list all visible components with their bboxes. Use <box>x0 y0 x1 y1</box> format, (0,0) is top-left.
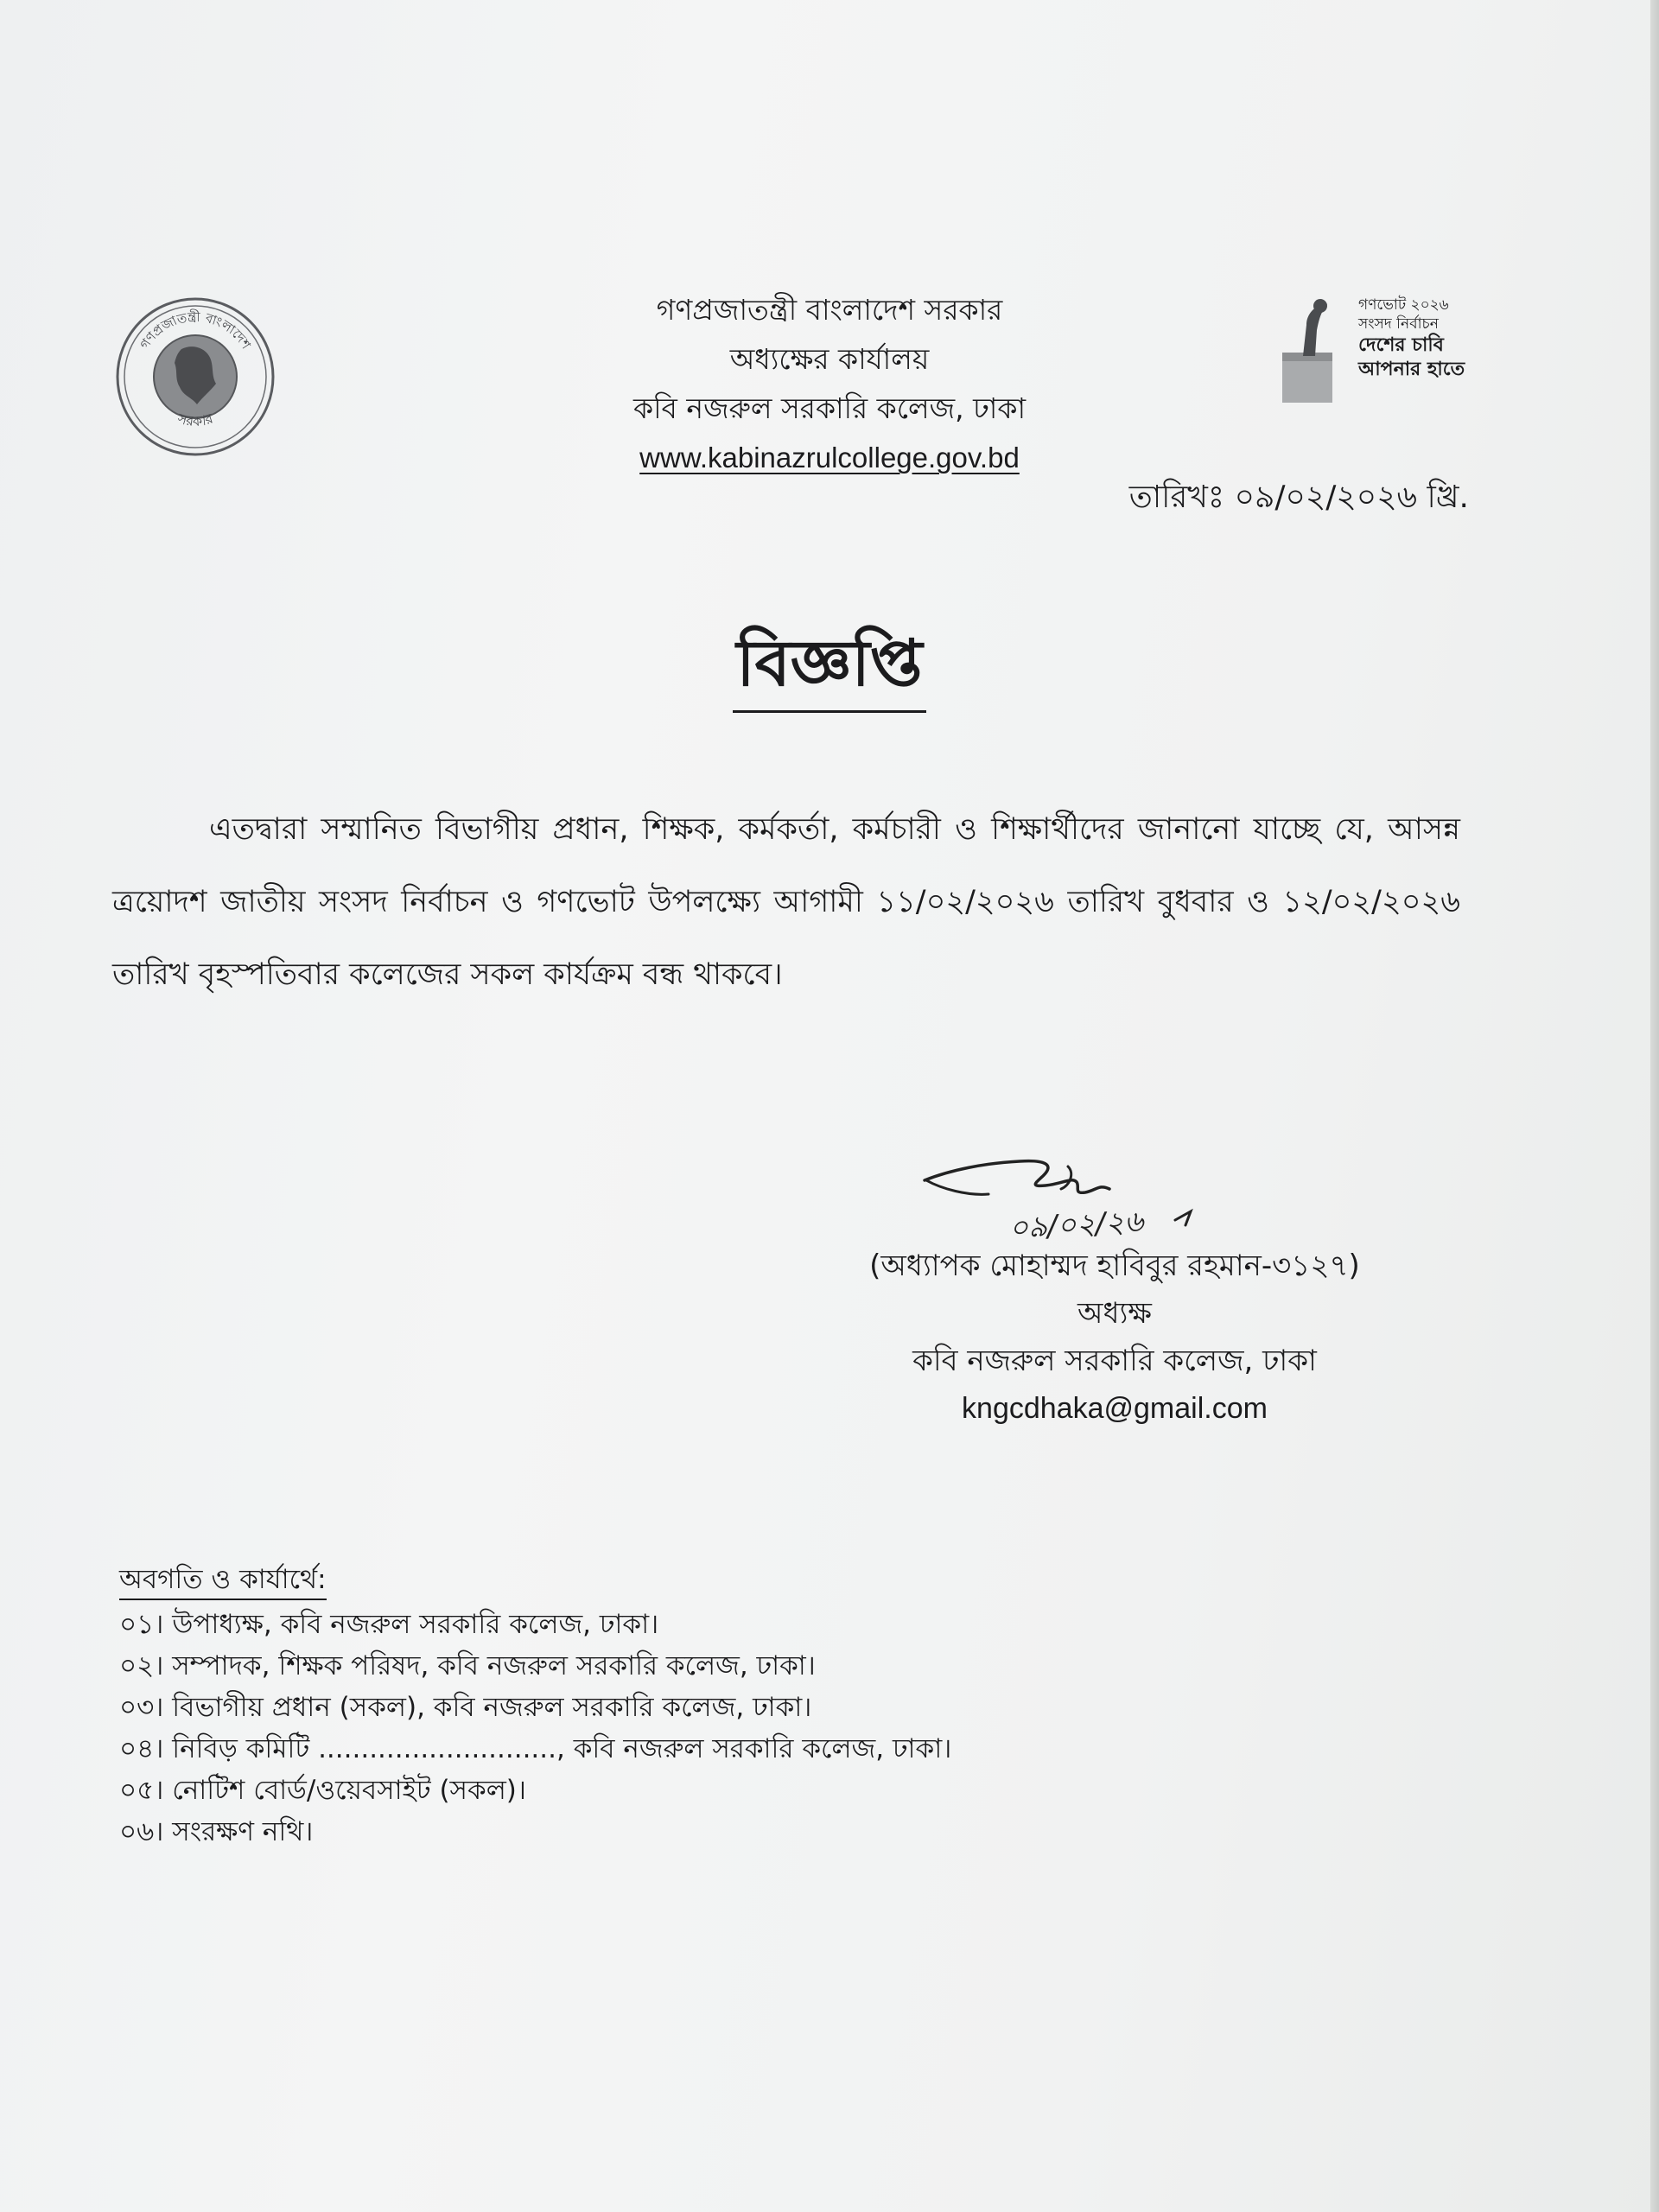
office-name: অধ্যক্ষের কার্যালয় <box>729 342 930 376</box>
seal-text-top: গণপ্রজাতন্ত্রী বাংলাদেশ <box>137 308 254 353</box>
college-name: কবি নজরুল সরকারি কলেজ, ঢাকা <box>632 391 1027 425</box>
distribution-list <box>119 1559 1243 1853</box>
government-seal-logo <box>114 296 276 458</box>
election-logo-line4: আপনার হাতে <box>1358 359 1465 380</box>
ballot-box-icon <box>1277 296 1346 406</box>
notice-title-text: বিজ্ঞপ্তি <box>733 622 925 713</box>
signature-date: ০৯/০২/২৬ <box>1007 1204 1145 1246</box>
signatory-name: (অধ্যাপক মোহাম্মদ হাবিবুর রহমান-৩১২৭) <box>869 1249 1360 1283</box>
distribution-item: ০৬। সংরক্ষণ নথি। <box>119 1816 314 1847</box>
government-name: গণপ্রজাতন্ত্রী বাংলাদেশ সরকার <box>656 293 1003 327</box>
notice-body: এতদ্বারা সম্মানিত বিভাগীয় প্রধান, শিক্ষক, কর্মকর্তা, কর্মচারী ও শিক্ষার্থীদের জানানো যাচ্ছে যে, আসন্ন ত্রয়োদশ জাতীয় সংসদ নির্বাচন ও গণভোট উপলক্ষ্যে আগামী ১১/০২/২০২৬ তারিখ বুধবার ও ১২/০২/২০২৬ তারিখ বৃহস্পতিবার কলেজের সকল কার্যক্রম বন্ধ থাকবে। <box>112 812 1460 992</box>
signatory-designation: অধ্যক্ষ <box>1077 1296 1152 1331</box>
signatory-block <box>778 1243 1452 1433</box>
distribution-heading: অবগতি ও কার্যার্থে: <box>119 1560 327 1600</box>
distribution-item: ০৪। নিবিড় কমিটি ............................, কবি নজরুল সরকারি কলেজ, ঢাকা। <box>119 1733 952 1764</box>
election-logo-line3: দেশের চাবি <box>1358 334 1444 356</box>
distribution-item: ০৩। বিভাগীয় প্রধান (সকল), কবি নজরুল সরকারি কলেজ, ঢাকা। <box>119 1692 812 1723</box>
letterhead-text <box>484 285 1175 482</box>
handwritten-signature <box>916 1151 1244 1246</box>
election-campaign-logo <box>1277 292 1472 408</box>
seal-text-bottom: সরকার <box>175 410 215 430</box>
notice-title <box>0 622 1659 713</box>
election-logo-line1: গণভোট ২০২৬ <box>1358 296 1449 314</box>
distribution-item: ০১। উপাধ্যক্ষ, কবি নজরুল সরকারি কলেজ, ঢাকা। <box>119 1609 659 1640</box>
signatory-college: কবি নজরুল সরকারি কলেজ, ঢাকা <box>912 1344 1317 1378</box>
signatory-email[interactable]: kngcdhaka@gmail.com <box>962 1392 1268 1425</box>
election-logo-line2: সংসদ নির্বাচন <box>1358 315 1439 333</box>
website-link[interactable]: www.kabinazrulcollege.gov.bd <box>639 442 1020 474</box>
notice-date: তারিখঃ ০৯/০২/২০২৬ খ্রি. <box>1128 480 1469 515</box>
distribution-item: ০২। সম্পাদক, শিক্ষক পরিষদ, কবি নজরুল সরকারি কলেজ, ঢাকা। <box>119 1650 816 1681</box>
distribution-item: ০৫। নোটিশ বোর্ড/ওয়েবসাইট (সকল)। <box>119 1775 526 1806</box>
